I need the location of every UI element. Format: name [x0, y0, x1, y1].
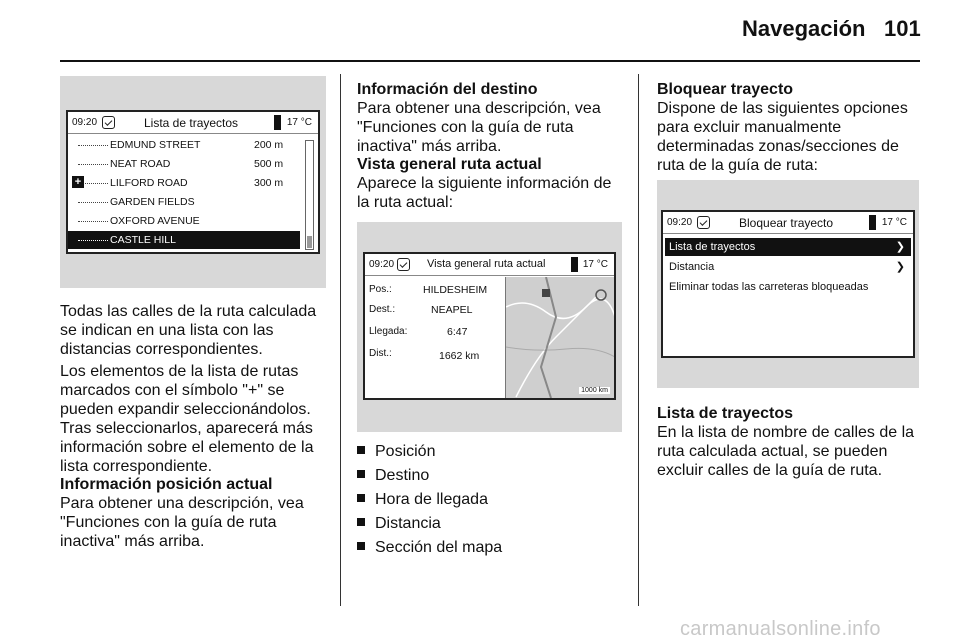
list-item: Sección del mapa: [357, 539, 502, 557]
section-heading: Lista de trayectos: [657, 405, 794, 422]
section-block: [657, 404, 922, 480]
menu-item-distance: Distancia ❯: [669, 261, 905, 273]
menu-item-route-list: Lista de trayectos ❯: [665, 238, 911, 256]
screen-time: 09:20: [72, 117, 98, 128]
list-item: Posición: [357, 443, 435, 461]
block-route-screen: [661, 210, 915, 358]
paragraph: Para obtener una descripción, vea "Funciones con la guía de ruta inactiva" más arriba.: [357, 100, 601, 155]
route-map: [505, 277, 614, 398]
paragraph: Todas las calles de la ruta calculada se indican en una lista con las distancias correspondientes.: [60, 303, 317, 358]
section-block: [357, 155, 627, 212]
dist-value: 1662 km: [439, 350, 480, 362]
list-item: Distancia: [357, 515, 441, 533]
check-icon: [102, 116, 115, 129]
screen-title: Bloquear trayecto: [739, 216, 834, 230]
list-item: Hora de llegada: [357, 491, 488, 509]
watermark: carmanualsonline.info: [680, 618, 881, 640]
pos-label: Pos.:: [369, 284, 392, 295]
block-route-figure: [657, 180, 919, 388]
list-item: Destino: [357, 467, 429, 485]
screen-temperature: 17 °C: [286, 117, 312, 128]
check-icon: [697, 216, 710, 229]
route-row: GARDEN FIELDS: [68, 193, 300, 211]
route-list-figure: [60, 76, 326, 288]
paragraph: Dispone de las siguientes opciones para excluir manualmente determinadas zonas/secciones de ruta de la guía de ruta:: [657, 100, 908, 174]
dest-label: Dest.:: [369, 304, 396, 315]
paragraph: Para obtener una descripción, vea "Funciones con la guía de ruta inactiva" más arriba.: [60, 495, 304, 550]
route-row: LILFORD ROAD 300 m: [68, 174, 300, 192]
map-graphic: [506, 277, 614, 398]
screen-time: 09:20: [369, 259, 395, 270]
route-row: OXFORD AVENUE: [68, 212, 300, 230]
scrollbar: [305, 140, 314, 250]
header-rule: [60, 60, 920, 62]
screen-title: Vista general ruta actual: [427, 258, 546, 270]
thermometer-icon: [571, 257, 578, 272]
section-block: [357, 80, 627, 156]
section-block: [657, 80, 922, 175]
eta-value: 6:47: [447, 326, 468, 338]
chevron-right-icon: ❯: [895, 241, 905, 253]
plus-icon: +: [72, 176, 84, 188]
section-heading: Información posición actual: [60, 476, 273, 493]
pos-value: HILDESHEIM: [423, 284, 488, 296]
screen-topbar: [365, 254, 614, 276]
route-row: NEAT ROAD 500 m: [68, 155, 300, 173]
thermometer-icon: [274, 115, 281, 130]
section-block: [60, 475, 330, 551]
chevron-right-icon: ❯: [895, 261, 905, 273]
route-row: EDMUND STREET 200 m: [68, 136, 300, 154]
column-divider: [340, 74, 341, 606]
menu-item-clear-blocked: Eliminar todas las carreteras bloqueadas: [669, 281, 869, 293]
route-overview-screen: [363, 252, 616, 400]
paragraph: Los elementos de la lista de rutas marcados con el símbolo "+" se pueden expandir seleccionándolos. Tras seleccionarlos, aparecerá más información sobre el elemento de la lista correspondiente.: [60, 363, 314, 475]
screen-time: 09:20: [667, 217, 693, 228]
route-list-screen: [66, 110, 320, 254]
thermometer-icon: [869, 215, 876, 230]
screen-topbar: [68, 112, 318, 134]
screen-title: Lista de trayectos: [144, 116, 239, 130]
route-overview-figure: [357, 222, 622, 432]
dest-value: NEAPEL: [431, 304, 473, 316]
eta-label: Llegada:: [369, 326, 408, 337]
dist-label: Dist.:: [369, 348, 392, 359]
paragraph: En la lista de nombre de calles de la ruta calculada actual, se pueden excluir calles de la guía de ruta.: [657, 424, 915, 479]
map-scale: 1000 km: [581, 387, 608, 394]
paragraph: Aparece la siguiente información de la ruta actual:: [357, 175, 612, 211]
screen-topbar: [663, 212, 913, 234]
column-divider: [638, 74, 639, 606]
section-heading: Información del destino: [357, 81, 538, 98]
section-heading: Vista general ruta actual: [357, 156, 542, 173]
page-number: 101: [884, 16, 921, 41]
screen-temperature: 17 °C: [881, 217, 907, 228]
check-icon: [397, 258, 410, 271]
route-row-selected: CASTLE HILL: [68, 231, 300, 249]
screen-temperature: 17 °C: [582, 259, 608, 270]
page-header-title: Navegación: [742, 16, 866, 41]
section-heading: Bloquear trayecto: [657, 81, 794, 98]
